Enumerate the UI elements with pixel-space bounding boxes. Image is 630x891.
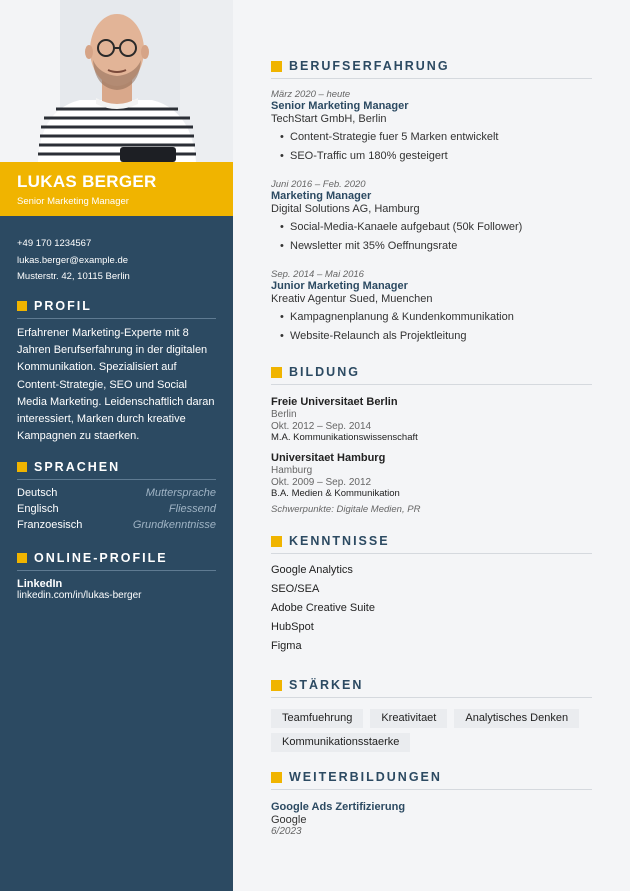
- job-bullet: • SEO-Traffic um 180% gesteigert: [271, 147, 592, 166]
- education-section: [271, 365, 592, 385]
- square-bullet-icon: [271, 367, 282, 378]
- contact-info: [17, 236, 130, 286]
- experience-heading: BERUFSERFAHRUNG: [271, 59, 592, 79]
- square-bullet-icon: [271, 61, 282, 72]
- square-bullet-icon: [17, 301, 27, 311]
- skill-item: HubSpot: [271, 621, 314, 633]
- job-bullet: • Newsletter mit 35% Oeffnungsrate: [271, 237, 592, 256]
- skill-item: Google Analytics: [271, 564, 353, 576]
- square-bullet-icon: [17, 462, 27, 472]
- skill-item: SEO/SEA: [271, 583, 320, 595]
- phone-text: +49 170 1234567: [17, 238, 92, 249]
- profile-text: Erfahrener Marketing-Experte mit 8 Jahren Berufserfahrung in der digitalen Kommunikation. Spezialisiert auf Content-Strategie, SEO und Social Media Marketing. Leidenschaftlich daran interessiert, Marken durch kreative Kampagnen zu staerken.: [17, 327, 215, 443]
- person-title: Senior Marketing Manager: [17, 196, 129, 207]
- certificate-date: 6/2023: [271, 826, 302, 837]
- language-row: Deutsch Muttersprache: [17, 487, 216, 499]
- profile-heading: PROFIL: [17, 299, 216, 319]
- education-entry: [271, 452, 592, 515]
- school-name: Freie Universitaet Berlin: [271, 396, 398, 408]
- strength-tag: Kreativitaet: [370, 709, 447, 728]
- profile-photo: [0, 0, 233, 162]
- profile-section: [17, 299, 216, 445]
- online-section: [17, 551, 216, 601]
- skills-list: [271, 561, 375, 656]
- square-bullet-icon: [17, 553, 27, 563]
- address-text: Musterstr. 42, 10115 Berlin: [17, 271, 130, 282]
- school-dates: Okt. 2012 – Sep. 2014: [271, 420, 372, 432]
- linkedin-link[interactable]: linkedin.com/in/lukas-berger: [17, 590, 142, 601]
- job-entry: [271, 89, 592, 166]
- job-bullet: • Content-Strategie fuer 5 Marken entwickelt: [271, 128, 592, 147]
- skills-section: [271, 534, 592, 554]
- job-company: Kreativ Agentur Sued, Muenchen: [271, 293, 433, 305]
- education-entry: [271, 396, 592, 444]
- skills-heading: KENNTNISSE: [271, 534, 592, 554]
- strength-tag: Analytisches Denken: [454, 709, 579, 728]
- job-date: Sep. 2014 – Mai 2016: [271, 269, 364, 280]
- school-city: Hamburg: [271, 465, 313, 476]
- linkedin-label: LinkedIn: [17, 578, 63, 590]
- language-row: Franzoesisch Grundkenntnisse: [17, 519, 216, 531]
- skill-item: Adobe Creative Suite: [271, 602, 375, 614]
- name-band: [0, 162, 233, 216]
- strengths-heading: STÄRKEN: [271, 678, 592, 698]
- strength-tag: Kommunikationsstaerke: [271, 733, 410, 752]
- certificate-org: Google: [271, 814, 307, 826]
- job-role: Junior Marketing Manager: [271, 280, 408, 292]
- square-bullet-icon: [271, 772, 282, 783]
- job-entry: [271, 179, 592, 256]
- languages-section: [17, 460, 216, 533]
- school-degree: M.A. Kommunikationswissenschaft: [271, 432, 418, 443]
- job-bullet: • Social-Media-Kanaele aufgebaut (50k Follower): [271, 218, 592, 237]
- school-city: Berlin: [271, 409, 297, 420]
- skill-item: Figma: [271, 640, 302, 652]
- school-focus: Schwerpunkte: Digitale Medien, PR: [271, 504, 421, 515]
- job-date: Juni 2016 – Feb. 2020: [271, 179, 366, 190]
- job-company: Digital Solutions AG, Hamburg: [271, 203, 420, 215]
- certificate-entry: [271, 801, 405, 838]
- strengths-section: [271, 678, 592, 698]
- school-name: Universitaet Hamburg: [271, 452, 386, 464]
- job-date: März 2020 – heute: [271, 89, 351, 100]
- job-bullet: • Kampagnenplanung & Kundenkommunikation: [271, 308, 592, 327]
- education-heading: BILDUNG: [271, 365, 592, 385]
- strengths-tags: [271, 709, 592, 752]
- language-row: Englisch Fliessend: [17, 503, 216, 515]
- square-bullet-icon: [271, 680, 282, 691]
- job-role: Senior Marketing Manager: [271, 100, 409, 112]
- square-bullet-icon: [271, 536, 282, 547]
- training-section: [271, 770, 592, 790]
- certificate-name: Google Ads Zertifizierung: [271, 801, 406, 813]
- person-name: LUKAS BERGER: [17, 172, 157, 191]
- portrait-image: [0, 0, 233, 162]
- school-dates: Okt. 2009 – Sep. 2012: [271, 476, 372, 488]
- email-text: lukas.berger@example.de: [17, 254, 129, 266]
- training-heading: WEITERBILDUNGEN: [271, 770, 592, 790]
- experience-section: [271, 59, 592, 79]
- online-heading: ONLINE-PROFILE: [17, 551, 216, 571]
- job-bullet: • Website-Relaunch als Projektleitung: [271, 327, 592, 346]
- job-company: TechStart GmbH, Berlin: [271, 113, 387, 125]
- job-entry: [271, 269, 592, 346]
- sidebar: [0, 0, 233, 891]
- job-role: Marketing Manager: [271, 190, 372, 202]
- strength-tag: Teamfuehrung: [271, 709, 363, 728]
- languages-heading: SPRACHEN: [17, 460, 216, 480]
- school-degree: B.A. Medien & Kommunikation: [271, 488, 400, 499]
